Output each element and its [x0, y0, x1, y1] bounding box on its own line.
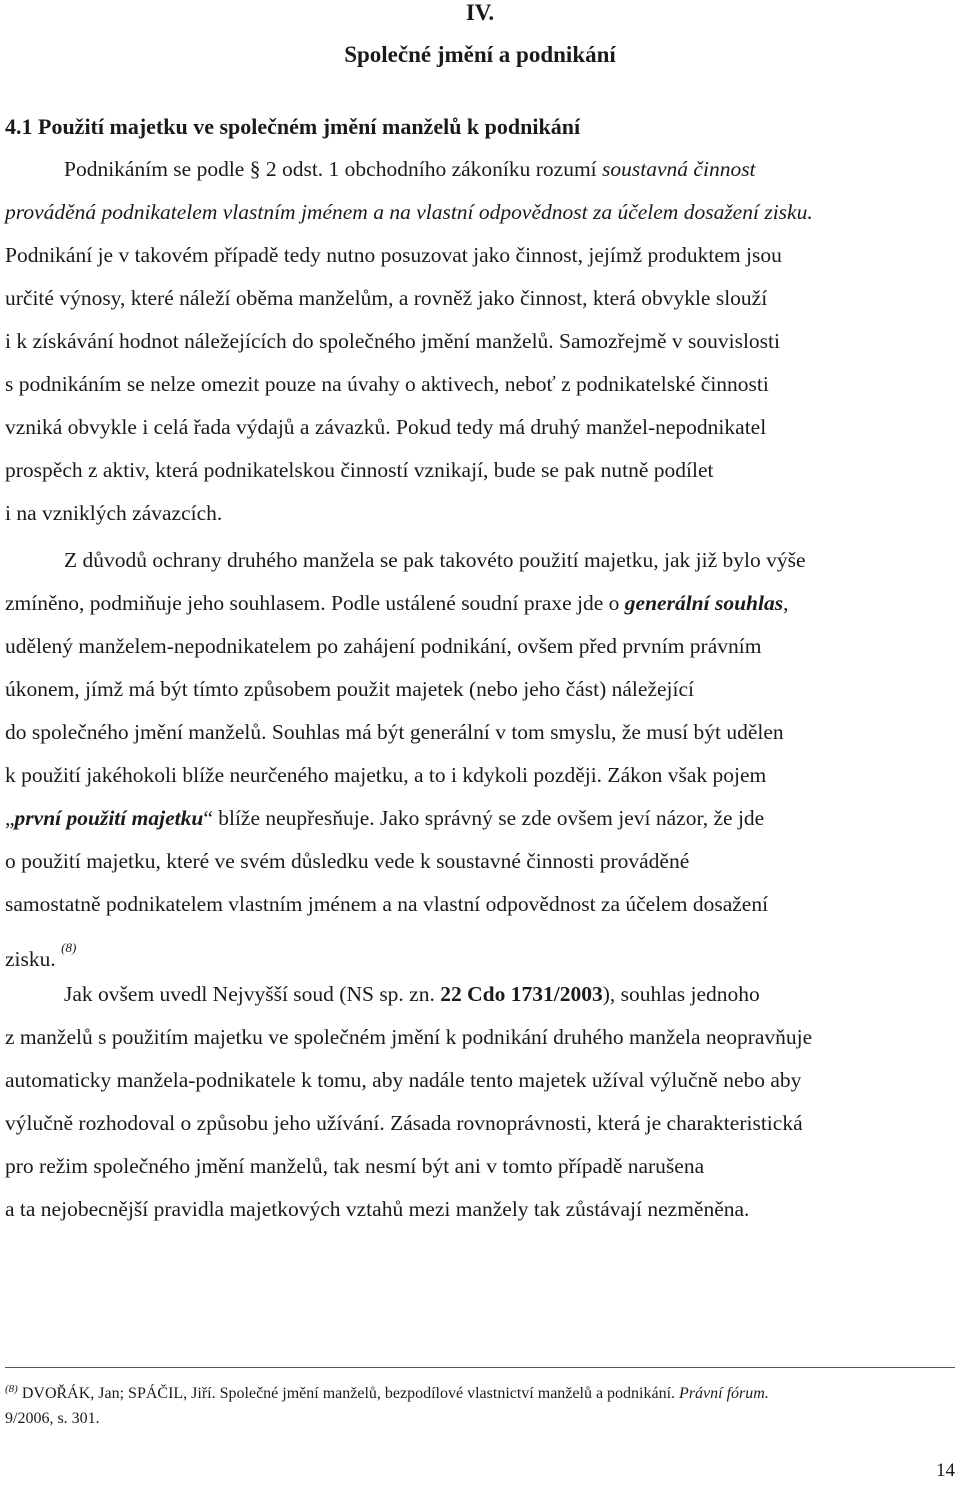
footnote-line: 9/2006, s. 301.: [5, 1410, 100, 1427]
paragraph-line: samostatně podnikatelem vlastním jménem a na vlastní odpovědnost za účelem dosažení: [5, 892, 769, 916]
paragraph-line: pro režim společného jmění manželů, tak nesmí být ani v tomto případě narušena: [5, 1154, 705, 1178]
paragraph-line: zisku. $^{(8)}$: [5, 940, 77, 971]
paragraph-line: určité výnosy, které náleží oběma manželům, a rovněž jako činnost, která obvykle slouží: [5, 286, 768, 310]
paragraph-line: vzniká obvykle i celá řada výdajů a závazků. Pokud tedy má druhý manžel-nepodnikatel: [5, 415, 767, 439]
paragraph-line: výlučně rozhodoval o způsobu jeho užívání. Zásada rovnoprávnosti, která je charakteristická: [5, 1111, 803, 1135]
footnote-reference[interactable]: (8): [61, 940, 77, 955]
paragraph-line: Podnikání je v takovém případě tedy nutno posuzovat jako činnost, jejímž produktem jsou: [5, 243, 782, 267]
paragraph-line: o použití majetku, které ve svém důsledku vede k soustavné činnosti prováděné: [5, 849, 690, 873]
paragraph-line: a ta nejobecnější pravidla majetkových vztahů mezi manžely tak zůstávají nezměněna.: [5, 1197, 750, 1221]
paragraph-line: zmíněno, podmiňuje jeho souhlasem. Podle ustálené soudní praxe jde o generální souhlas,: [5, 591, 789, 615]
emphasis-text: generální souhlas: [624, 591, 784, 615]
emphasis-text: soustavná činnost: [602, 157, 756, 181]
paragraph-line: [5, 191, 955, 234]
case-reference: 22 Cdo 1731/2003: [440, 982, 603, 1006]
footnote-divider: [5, 1367, 955, 1368]
journal-title: Právní fórum.: [679, 1385, 769, 1402]
chapter-number: IV.: [465, 0, 495, 25]
paragraph-line: automaticky manžela-podnikatele k tomu, aby nadále tento majetek užíval výlučně nebo aby: [5, 1068, 802, 1092]
paragraph-line: Podnikáním se podle § 2 odst. 1 obchodního zákoníku rozumí soustavná činnost: [64, 157, 756, 181]
paragraph-line: úkonem, jímž má být tímto způsobem použit majetek (nebo jeho část) náležející: [5, 677, 694, 701]
footnote-line: $^{(8)}$ DVOŘÁK, Jan; SPÁČIL, Jiří. Společné jmění manželů, bezpodílové vlastnictví manželů a podnikání. Právní fórum.: [5, 1383, 769, 1402]
paragraph-line: Z důvodů ochrany druhého manžela se pak takovéto použití majetku, jak již bylo výše: [64, 548, 806, 572]
paragraph-line: i k získávání hodnot náležejících do společného jmění manželů. Samozřejmě v souvislosti: [5, 329, 780, 353]
paragraph-3: [5, 973, 955, 1231]
paragraph-line: k použití jakéhokoli blíže neurčeného majetku, a to i kdykoli později. Zákon však pojem: [5, 763, 767, 787]
paragraph-line: do společného jmění manželů. Souhlas má být generální v tom smyslu, že musí být udělen: [5, 720, 784, 744]
paragraph-line: z manželů s použitím majetku ve společném jmění k podnikání druhého manžela neopravňuje: [5, 1025, 813, 1049]
paragraph-line: prospěch z aktiv, která podnikatelskou činností vznikají, bude se pak nutně podílet: [5, 458, 714, 482]
paragraph-2: [5, 539, 955, 969]
chapter-title: Společné jmění a podnikání: [344, 42, 616, 67]
footnote: [5, 1377, 955, 1431]
emphasis-text: prováděná podnikatelem vlastním jménem a na vlastní odpovědnost za účelem dosažení zisku.: [5, 200, 813, 224]
paragraph-1: [5, 148, 955, 535]
paragraph-line: i na vzniklých závazcích.: [5, 501, 223, 525]
page-number: 14: [936, 1460, 955, 1481]
section-heading: 4.1 Použití majetku ve společném jmění manželů k podnikání: [5, 114, 581, 139]
paragraph-line: „první použití majetku“ blíže neupřesňuje. Jako správný se zde ovšem jeví názor, že jde: [5, 806, 765, 830]
footnote-marker: (8): [5, 1383, 18, 1395]
paragraph-line: udělený manželem-nepodnikatelem po zahájení podnikání, ovšem před prvním právním: [5, 634, 762, 658]
paragraph-line: Jak ovšem uvedl Nejvyšší soud (NS sp. zn. 22 Cdo 1731/2003), souhlas jednoho: [64, 982, 760, 1006]
paragraph-line: s podnikáním se nelze omezit pouze na úvahy o aktivech, neboť z podnikatelské činnosti: [5, 372, 769, 396]
emphasis-text: první použití majetku: [14, 806, 204, 830]
